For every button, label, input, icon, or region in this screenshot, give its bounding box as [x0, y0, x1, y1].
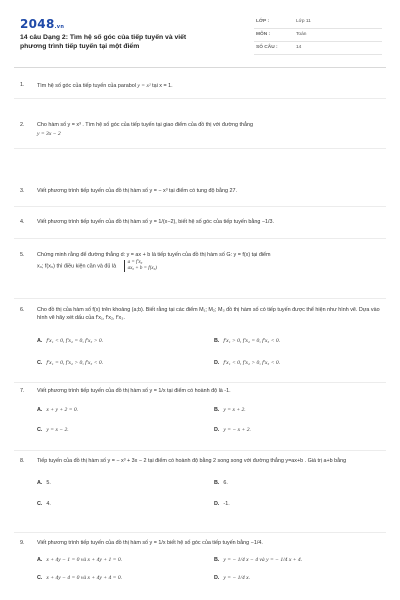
- divider: [14, 382, 386, 383]
- divider: [14, 206, 386, 207]
- question-1: [20, 82, 382, 91]
- option-a[interactable]: A. 5.: [37, 479, 51, 486]
- option-d[interactable]: D. -1.: [214, 500, 230, 507]
- option-b[interactable]: B. y = x + 2.: [214, 406, 246, 413]
- question-text: Cho hàm số y = x³ . Tìm hệ số góc của tiếp tuyến tại giao điểm của đồ thị với đường thẳng y = 3x − 2: [37, 122, 253, 137]
- question-3: [20, 188, 382, 196]
- question-text: Viết phương trình tiếp tuyến của đồ thị hàm số y = − x³ tại điểm có tung độ bằng 27.: [37, 188, 238, 194]
- option-a[interactable]: A. x + y + 2 = 0.: [37, 406, 79, 413]
- question-text: Viết phương trình tiếp tuyến của đồ thị hàm số y = 1/(x−2), biết hệ số góc của tiếp tuyến bằng −1/3.: [37, 219, 275, 225]
- divider: [14, 98, 386, 99]
- question-4: [20, 219, 382, 227]
- meta-label: SỐ CÂU :: [256, 45, 278, 50]
- option-c[interactable]: C. f′x₁ = 0, f′x₂ > 0, f′x₃ < 0.: [37, 359, 104, 366]
- question-number: 1.: [20, 82, 25, 88]
- meta-label: LỚP :: [256, 19, 270, 24]
- divider: [14, 238, 386, 239]
- option-b[interactable]: B. y = − 1/4 x − 4 và y = − 1/4 x + 4.: [214, 556, 303, 563]
- meta-row-count: [254, 42, 382, 55]
- meta-value: Lớp 11: [296, 19, 311, 24]
- option-d[interactable]: D. f′x₁ < 0, f′x₂ > 0, f′x₃ < 0.: [214, 359, 281, 366]
- options: [37, 337, 382, 377]
- question-6: [20, 307, 382, 377]
- meta-label: MÔN :: [256, 32, 271, 37]
- question-text: Viết phương trình tiếp tuyến của đồ thị hàm số y = 1/x tại điểm có hoành độ là -1.: [37, 388, 231, 394]
- question-2: [20, 122, 382, 139]
- option-d[interactable]: D. y = − x + 2.: [214, 426, 251, 433]
- site-logo[interactable]: 2048.vn: [20, 17, 65, 31]
- question-number: 7.: [20, 388, 25, 394]
- question-text: Viết phương trình tiếp tuyến của đồ thị hàm số y = 1/x biết hệ số góc của tiếp tuyến bằng −1/4.: [37, 540, 263, 546]
- question-7: [20, 388, 382, 440]
- question-text: Chứng minh rằng để đường thẳng d: y = ax + b là tiếp tuyến của đồ thị hàm số G: y = f(x) tại điểm x₀; f(x₀) thì điều kiện cần và đủ là a = f′x₀ ax₀ + b = f(x₀): [37, 252, 271, 271]
- options: [37, 480, 382, 514]
- option-d[interactable]: D. y = − 1/4 x.: [214, 574, 251, 581]
- question-number: 9.: [20, 540, 25, 546]
- divider: [14, 450, 386, 451]
- question-number: 3.: [20, 188, 25, 194]
- meta-value: 14: [296, 45, 302, 50]
- meta-value: Toán: [296, 32, 307, 37]
- option-b[interactable]: B. 6.: [214, 479, 228, 486]
- option-c[interactable]: C. 4.: [37, 500, 51, 507]
- divider: [14, 148, 386, 149]
- option-b[interactable]: B. f′x₁ > 0, f′x₂ = 0, f′x₃ < 0.: [214, 337, 281, 344]
- meta-row-subject: [254, 29, 382, 42]
- question-text: Tìm hệ số góc của tiếp tuyến của parabol y = x² tại x = 1.: [37, 83, 173, 89]
- worksheet-page: [14, 10, 386, 592]
- worksheet-title: 14 câu Dạng 2: Tìm hệ số góc của tiếp tuyến và viết phương trình tiếp tuyến tại một điểm: [20, 34, 187, 51]
- question-number: 2.: [20, 122, 25, 128]
- option-a[interactable]: A. f′x₁ < 0, f′x₂ = 0, f′x₃ > 0.: [37, 337, 104, 344]
- option-c[interactable]: C. x + 4y − 4 = 0 và x + 4y + 4 = 0.: [37, 574, 123, 581]
- divider: [14, 532, 386, 533]
- question-text: Tiếp tuyến của đồ thị hàm số y = − x³ + 3x − 2 tại điểm có hoành độ bằng 2 song song với đường thẳng y=ax+b . Giá trị a+b bằng: [37, 458, 347, 464]
- question-number: 5.: [20, 252, 25, 258]
- question-number: 8.: [20, 458, 25, 464]
- worksheet-header: [14, 10, 386, 68]
- question-8: [20, 458, 382, 514]
- meta-row-class: [254, 16, 382, 29]
- question-number: 4.: [20, 219, 25, 225]
- worksheet-meta: [254, 16, 382, 55]
- divider: [14, 298, 386, 299]
- condition-system: a = f′x₀ ax₀ + b = f(x₀): [124, 260, 157, 272]
- options: [37, 556, 382, 590]
- question-number: 6.: [20, 307, 25, 313]
- options: [37, 406, 382, 440]
- option-c[interactable]: C. y = x − 2.: [37, 426, 69, 433]
- question-text: Cho đồ thị của hàm số f(x) trên khoảng (a;b). Biết rằng tại các điểm M₁; M₂; M₃ đồ thị hàm số có tiếp tuyến được thể hiện như hình vẽ. Dựa vào hình vẽ hãy xét dấu của f′x₁, f′x₂, f′x₃.: [37, 307, 380, 321]
- question-5: [20, 252, 382, 272]
- option-a[interactable]: A. x + 4y − 1 = 0 và x + 4y + 1 = 0.: [37, 556, 123, 563]
- question-9: [20, 540, 382, 590]
